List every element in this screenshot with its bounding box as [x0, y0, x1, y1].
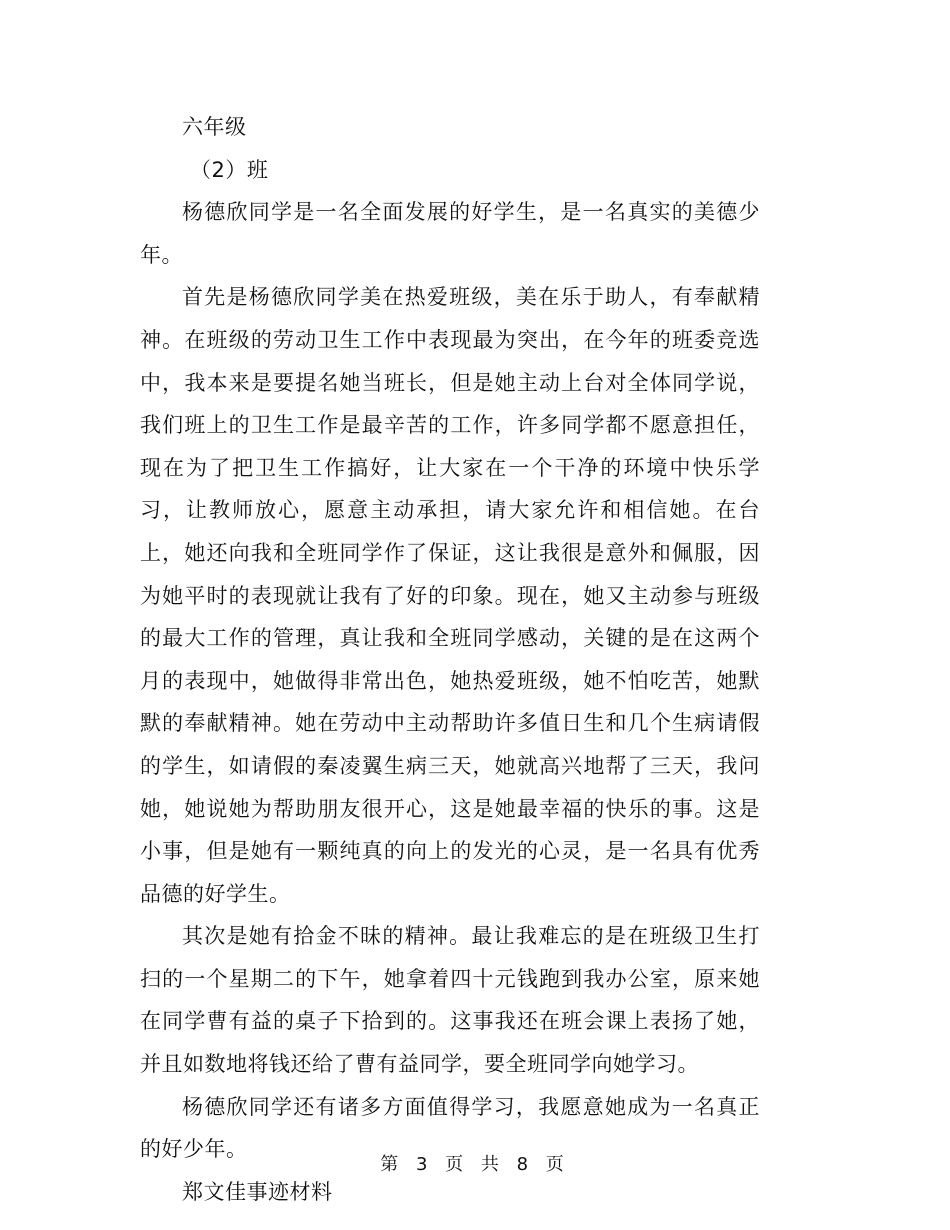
page-number: 第 3 页 共 8 页 — [380, 1154, 570, 1175]
paragraph-intro: 杨德欣同学是一名全面发展的好学生，是一名真实的美德少年。 — [140, 200, 760, 267]
class-line: （2）班 — [190, 157, 269, 182]
grade-line: 六年级 — [182, 115, 247, 139]
paragraph-conclusion: 杨德欣同学还有诸多方面值得学习，我愿意她成为一名真正的好少年。 — [140, 1094, 760, 1162]
paragraph-honesty: 其次是她有拾金不昧的精神。最让我难忘的是在班级卫生打扫的一个星期二的下午，她拿着四十元钱跑到我办公室，原来她在同学曹有益的桌子下拾到的。这事我还在班会课上表扬了她，并且如数地将钱还给了曹有益同学，要全班同学向她学习。 — [140, 924, 760, 1077]
paragraph-dedication: 首先是杨德欣同学美在热爱班级，美在乐于助人，有奉献精神。在班级的劳动卫生工作中表现最为突出，在今年的班委竞选中，我本来是要提名她当班长，但是她主动上台对全体同学说，我们班上的卫生工作是最辛苦的工作，许多同学都不愿意担任，现在为了把卫生工作搞好，让大家在一个干净的环境中快乐学习，让教师放心，愿意主动承担，请大家允许和相信她。在台上，她还向我和全班同学作了保证，这让我很是意外和佩服，因为她平时的表现就让我有了好的印象。现在，她又主动参与班级的最大工作的管理，真让我和全班同学感动，关键的是在这两个月的表现中，她做得非常出色，她热爱班级，她不怕吃苦，她默默的奉献精神。她在劳动中主动帮助许多值日生和几个生病请假的学生，如请假的秦凌翼生病三天，她就高兴地帮了三天，我问她，她说她为帮助朋友很开心，这是她最幸福的快乐的事。这是小事，但是她有一颗纯真的向上的发光的心灵，是一名具有优秀品德的好学生。 — [140, 285, 760, 906]
document-body — [140, 106, 760, 1213]
next-section-title: 郑文佳事迹材料 — [182, 1179, 333, 1204]
